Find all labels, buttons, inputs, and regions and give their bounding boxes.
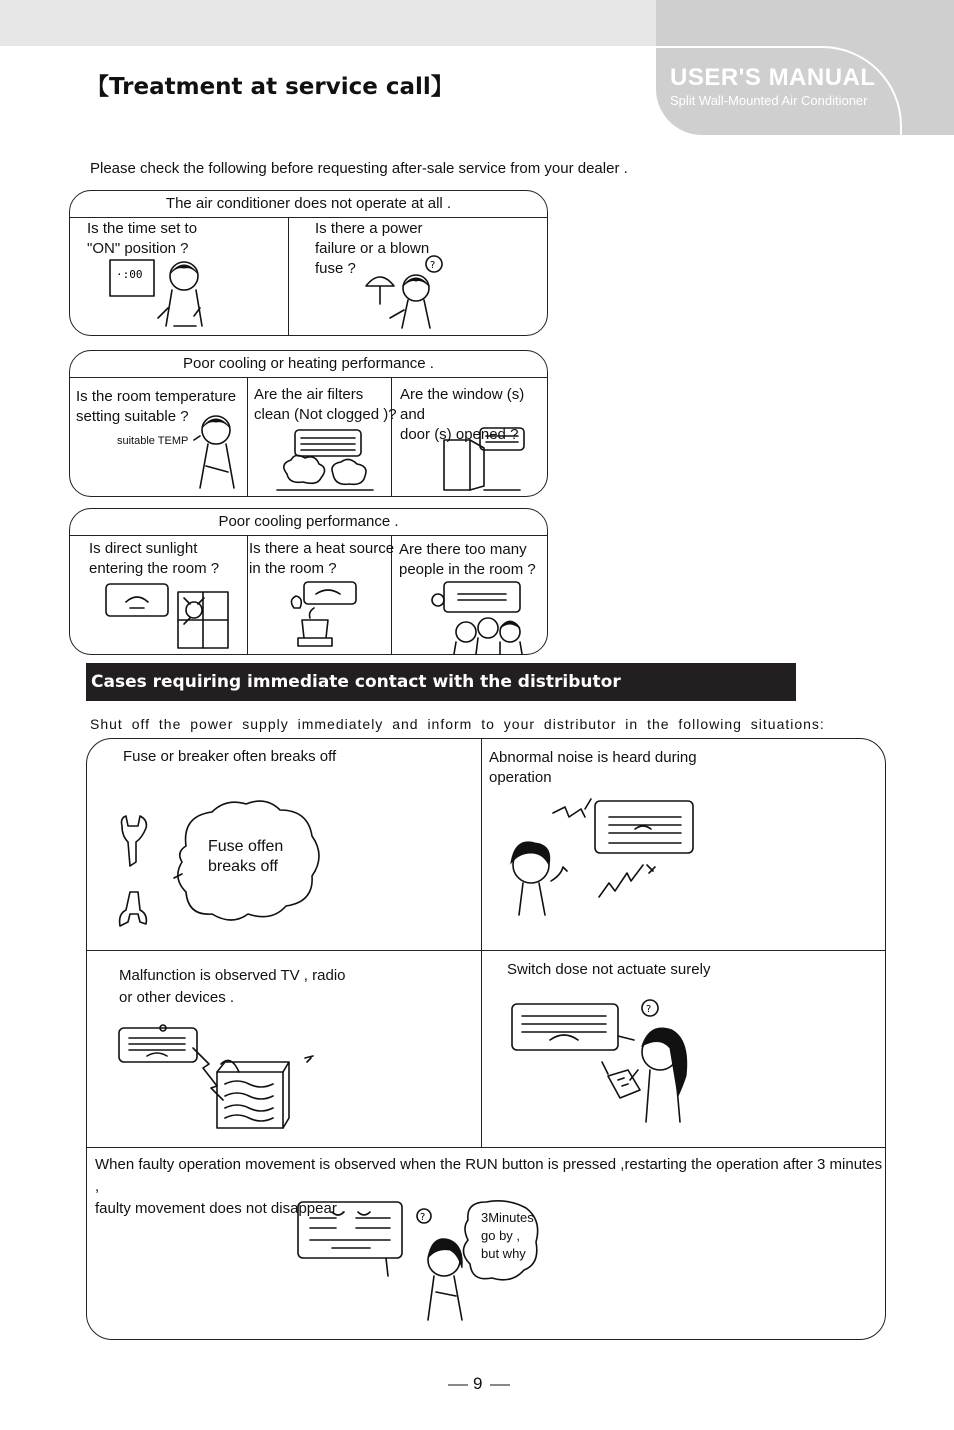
fuse-girl-illustration [360,254,460,332]
contact-instruction: Shut off the power supply immediately and inform to your distributor in the following situations: [90,716,825,732]
remote-switch-illustration [510,996,695,1128]
divider [288,217,289,335]
open-door-illustration [440,426,528,494]
heat-source-illustration [280,578,360,652]
timer-girl-illustration [108,256,218,334]
check-item-sunlight: Is direct sunlight entering the room ? [89,540,220,577]
minutes-bubble-text: 3Minutes go by , but why [481,1210,534,1261]
divider [247,535,248,654]
check-item-people: Are there too many people in the room ? [399,541,536,578]
check-item-power: Is there a power failure or a blown fuse ? [315,220,430,277]
tv-interference-illustration [113,1024,323,1134]
svg-text:?: ? [420,1212,426,1223]
manual-badge [656,0,954,135]
divider [247,377,248,496]
sunlight-illustration [104,580,234,650]
noise-illustration [505,795,700,920]
divider [481,739,482,1147]
check-heading: The air conditioner does not operate at all . [70,191,547,218]
contact-section-title: Cases requiring immediate contact with the distributor [86,663,796,701]
fuse-bubble-text: Fuse offen breaks off [208,838,284,875]
crowd-illustration [430,580,530,654]
check-heading: Poor cooling or heating performance . [70,351,547,378]
page-number: 9 [473,1374,483,1393]
temp-note: suitable TEMP [117,435,189,447]
case-tv-radio: Malfunction is observed TV , radio or other devices . [119,967,346,1006]
svg-text:·:00: ·:00 [116,268,143,281]
manual-title: USER'S MANUAL [670,64,876,91]
divider [87,950,885,951]
svg-text:?: ? [646,1004,652,1015]
check-item-heat-source: Is there a heat source in the room ? [249,540,395,577]
case-run-button: When faulty operation movement is observed when the RUN button is pressed ,restarting the operation after 3 minutes , faulty movement does not disappear . [95,1156,883,1217]
case-noise: Abnormal noise is heard during operation [489,749,697,786]
check-item-windows: Are the window (s) and door (s) opened ? [400,386,525,443]
check-item-temperature: Is the room temperature setting suitable ? [76,388,237,425]
check-item-filters: Are the air filters clean (Not clogged )? [254,386,397,423]
svg-text:?: ? [430,260,436,271]
divider [87,1147,885,1148]
manual-subtitle: Split Wall-Mounted Air Conditioner [670,93,868,108]
case-switch: Switch dose not actuate surely [507,961,711,978]
intro-text: Please check the following before requesting after-sale service from your dealer . [90,160,628,177]
section-title: 【Treatment at service call】 [86,74,454,100]
dirty-filter-illustration [277,424,377,494]
top-band [0,0,656,46]
check-item-timer: Is the time set to "ON" position ? [87,220,198,257]
check-heading: Poor cooling performance . [70,509,547,536]
case-fuse: Fuse or breaker often breaks off [123,748,337,765]
temperature-girl-illustration [180,408,246,492]
